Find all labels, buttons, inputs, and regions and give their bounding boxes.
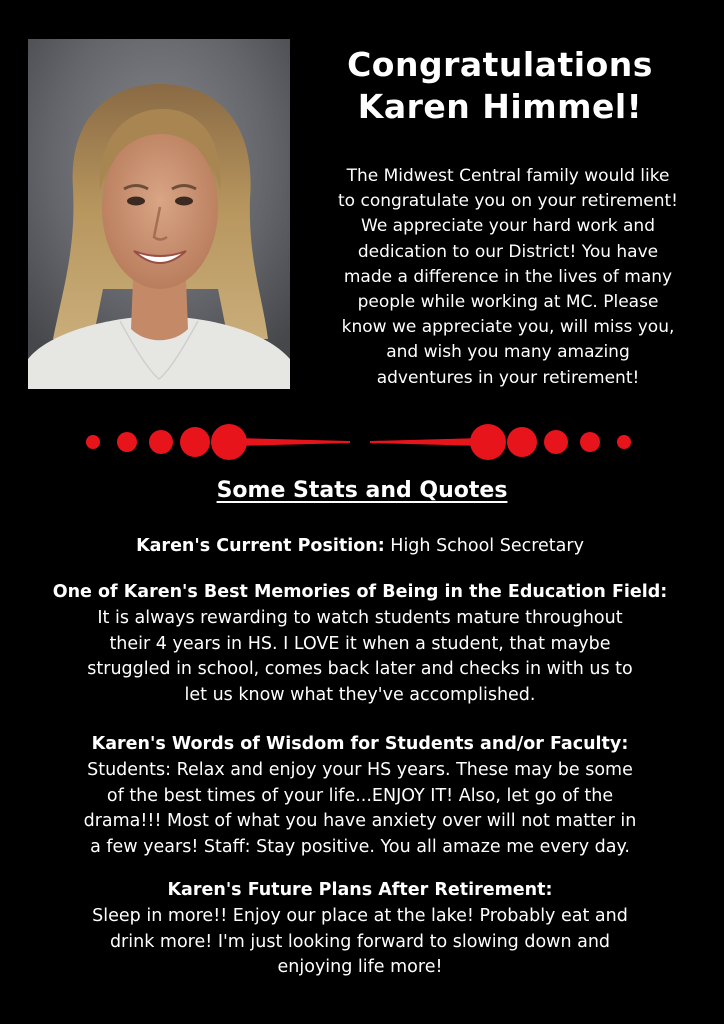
memory-line: It is always rewarding to watch students mature throughout [97,607,623,628]
divider-dot [149,430,173,454]
future-line: Sleep in more!! Enjoy our place at the lake! Probably eat and [92,905,628,926]
wisdom-line: of the best times of your life...ENJOY IT! Also, let go of the [106,785,614,806]
title-line-1: Congratulations [347,45,653,84]
divider-taper-right [370,438,483,446]
stats-heading: Some Stats and Quotes [216,478,508,503]
future-label: Karen's Future Plans After Retirement: [167,880,553,900]
intro-line: We appreciate your hard work and [361,216,655,237]
divider-taper-left [235,438,350,446]
divider-dot [617,435,631,449]
divider-dot [117,432,137,452]
divider-dot [544,430,568,454]
portrait-photo [28,39,290,389]
title-line-2: Karen Himmel! [357,87,643,126]
words-of-wisdom [40,732,680,861]
wisdom-line: Students: Relax and enjoy your HS years. These may be some [87,759,633,780]
memory-line: struggled in school, comes back later and checks in with us to [87,659,633,680]
intro-paragraph [318,164,698,391]
current-position [40,534,680,560]
intro-line: adventures in your retirement! [376,367,640,388]
memory-line: let us know what they've accomplished. [184,685,536,706]
intro-line: to congratulate you on your retirement! [338,191,678,212]
intro-line: dedication to our District! You have [357,241,659,262]
wisdom-line: a few years! Staff: Stay positive. You all amaze me every day. [90,837,630,858]
wisdom-label: Karen's Words of Wisdom for Students and/or Faculty: [91,734,629,754]
divider-shapes [86,424,631,460]
position-value: High School Secretary [384,536,584,556]
position-line [40,534,680,560]
position-label: Karen's Current Position: [136,536,385,556]
divider-dot [470,424,506,460]
memory-line: their 4 years in HS. I LOVE it when a student, that maybe [109,633,611,654]
divider-dot [86,435,100,449]
divider-dot [180,427,210,457]
future-line: drink more! I'm just looking forward to slowing down and [109,931,611,952]
intro-line: made a difference in the lives of many [343,266,673,287]
intro-line: people while working at MC. Please [357,292,659,313]
divider-dot [507,427,537,457]
divider-dot [580,432,600,452]
intro-line: and wish you many amazing [386,342,630,363]
best-memory [40,580,680,709]
intro-line: The Midwest Central family would like [346,166,670,186]
wisdom-line: drama!!! Most of what you have anxiety over will not matter in [83,811,637,832]
portrait-illustration [28,39,290,389]
memory-label: One of Karen's Best Memories of Being in the Education Field: [52,582,668,602]
intro-line: know we appreciate you, will miss you, [341,317,675,338]
future-plans [40,878,680,981]
future-line: enjoying life more! [277,957,443,978]
dotted-divider [80,420,640,464]
page-title [318,44,682,128]
